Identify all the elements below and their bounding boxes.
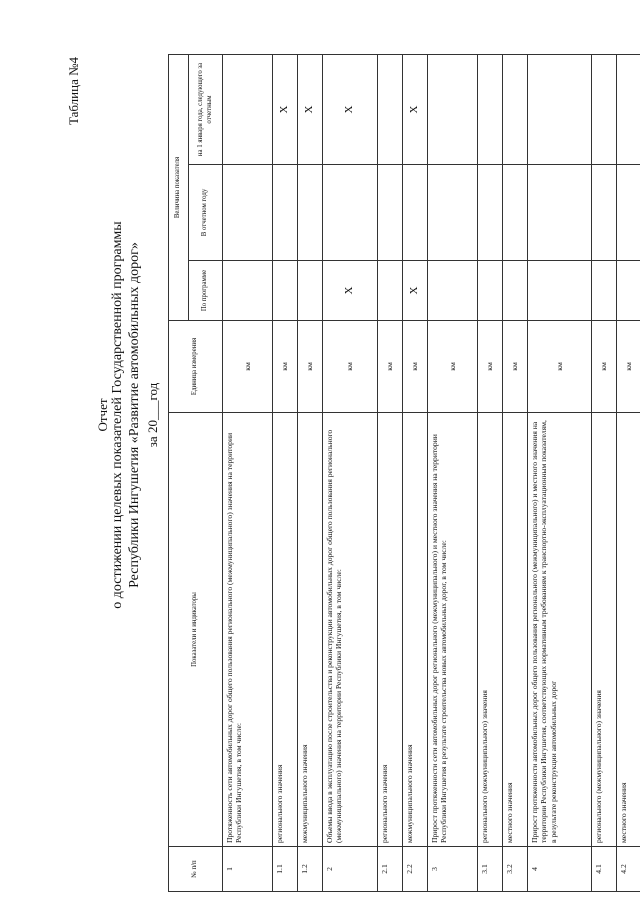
row-unit: км — [478, 321, 503, 413]
row-unit: км — [592, 321, 617, 413]
table-row — [223, 54, 273, 891]
row-next-year: X — [403, 54, 428, 164]
table-row — [428, 54, 478, 891]
row-number: 1.2 — [298, 847, 323, 892]
row-by-program — [273, 261, 298, 321]
row-indicator: Прирост протяженности автомобильных дорог общего пользования регионального (межмуниципального) и местного значения на территории Республики Ингушетия, соответствующих нормативным требованиям к транспортно-эксплуатационным показателям, в результате реконструкции автомобильных дорог — [528, 413, 592, 847]
row-next-year: X — [273, 54, 298, 164]
row-number: 4.2 — [617, 847, 640, 892]
table-row — [478, 54, 503, 891]
indicators-table — [168, 54, 640, 892]
row-unit: км — [428, 321, 478, 413]
row-reporting — [403, 165, 428, 261]
row-reporting — [273, 165, 298, 261]
row-unit: км — [503, 321, 528, 413]
row-reporting — [503, 165, 528, 261]
row-indicator: межмуниципального значения — [298, 413, 323, 847]
row-reporting — [378, 165, 403, 261]
row-by-program — [298, 261, 323, 321]
row-next-year — [223, 54, 273, 164]
row-number: 3.1 — [478, 847, 503, 892]
row-by-program: X — [323, 261, 378, 321]
row-indicator: местного значения — [617, 413, 640, 847]
row-indicator: Прирост протяженности сети автомобильных дорог регионального (межмуниципального) и местного значения на территории Республики Ингушетия в результате строительства новых автомобильных дорог, в том числе: — [428, 413, 478, 847]
report-subtitle-line2: Республики Ингушетия «Развитие автомобильных дорог» — [127, 242, 142, 588]
report-title: Отчет — [95, 398, 110, 432]
row-number: 4 — [528, 847, 592, 892]
header-values-group: Величина показателя — [169, 54, 189, 320]
row-indicator: регионального (межмуниципального) значения — [592, 413, 617, 847]
row-number: 2 — [323, 847, 378, 892]
header-unit: Единица измерения — [169, 321, 223, 413]
table-row — [298, 54, 323, 891]
row-reporting — [223, 165, 273, 261]
row-unit: км — [378, 321, 403, 413]
row-by-program — [378, 261, 403, 321]
row-reporting — [617, 165, 640, 261]
row-number: 2.2 — [403, 847, 428, 892]
row-next-year — [592, 54, 617, 164]
header-indicator: Показатели и индикаторы — [169, 413, 223, 847]
row-number: 3 — [428, 847, 478, 892]
table-row — [503, 54, 528, 891]
row-indicator: регионального значения — [378, 413, 403, 847]
row-number: 3.2 — [503, 847, 528, 892]
table-row — [403, 54, 428, 891]
table-row — [592, 54, 617, 891]
row-next-year — [428, 54, 478, 164]
row-reporting — [592, 165, 617, 261]
row-by-program — [528, 261, 592, 321]
header-by-program: По программе — [189, 261, 223, 321]
row-unit: км — [528, 321, 592, 413]
report-period: за 20___год — [145, 382, 160, 448]
report-subtitle-line1: о достижении целевых показателей Государственной программы — [110, 221, 125, 609]
row-number: 2.1 — [378, 847, 403, 892]
row-unit: км — [617, 321, 640, 413]
row-indicator: Протяженность сети автомобильных дорог общего пользования регионального (межмуниципального) значения на территории Республики Ингушетия, в том числе: — [223, 413, 273, 847]
row-by-program — [592, 261, 617, 321]
row-indicator: регионального значения — [273, 413, 298, 847]
header-num: № п/п — [169, 847, 223, 892]
row-next-year — [378, 54, 403, 164]
row-next-year: X — [323, 54, 378, 164]
row-unit: км — [403, 321, 428, 413]
table-row — [273, 54, 298, 891]
table-row — [528, 54, 592, 891]
row-reporting — [323, 165, 378, 261]
row-by-program: X — [403, 261, 428, 321]
row-reporting — [298, 165, 323, 261]
row-unit: км — [298, 321, 323, 413]
table-row — [378, 54, 403, 891]
table-row — [617, 54, 640, 891]
header-next-year: на 1 января года, следующего за отчетным — [189, 54, 223, 164]
header-reporting-year: В отчетном году — [189, 165, 223, 261]
row-number: 4.1 — [592, 847, 617, 892]
row-indicator: межмуниципального значения — [403, 413, 428, 847]
row-next-year: X — [298, 54, 323, 164]
row-reporting — [478, 165, 503, 261]
table-number: Таблица №4 — [66, 56, 81, 125]
row-by-program — [617, 261, 640, 321]
row-number: 1 — [223, 847, 273, 892]
row-next-year — [503, 54, 528, 164]
row-next-year — [617, 54, 640, 164]
row-indicator: местного значения — [503, 413, 528, 847]
row-indicator: Объемы ввода в эксплуатацию после строительства и реконструкции автомобильных дорог общего пользования регионального (межмуниципального) значения на территории Республики Ингушетия, в том числе: — [323, 413, 378, 847]
row-unit: км — [223, 321, 273, 413]
row-by-program — [223, 261, 273, 321]
row-reporting — [528, 165, 592, 261]
row-next-year — [478, 54, 503, 164]
row-number: 1.1 — [273, 847, 298, 892]
row-by-program — [503, 261, 528, 321]
row-by-program — [478, 261, 503, 321]
row-indicator: регионального (межмуниципального) значения — [478, 413, 503, 847]
row-unit: км — [323, 321, 378, 413]
row-next-year — [528, 54, 592, 164]
row-reporting — [428, 165, 478, 261]
table-row — [323, 54, 378, 891]
row-unit: км — [273, 321, 298, 413]
row-by-program — [428, 261, 478, 321]
